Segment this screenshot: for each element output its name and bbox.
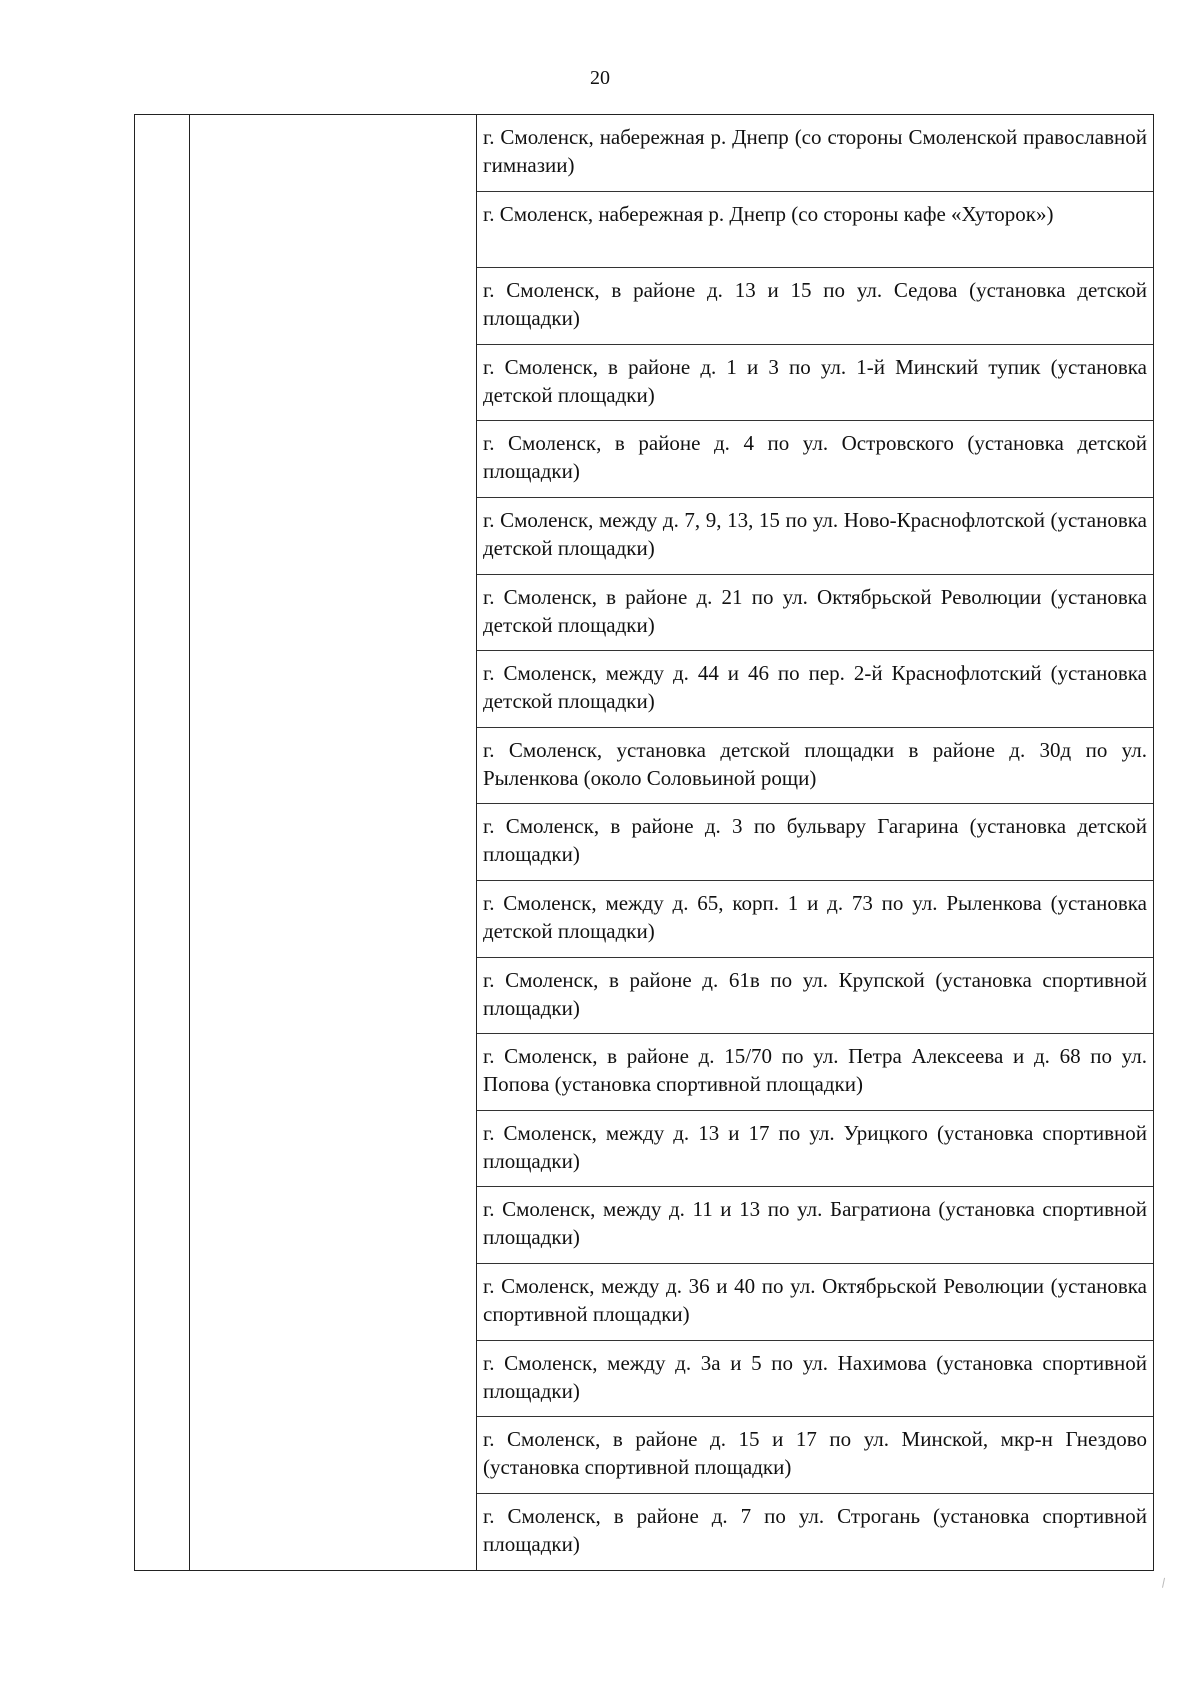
address-row-17: г. Смоленск, между д. 3а и 5 по ул. Нахимова (установка спортивной площадки) <box>477 1341 1153 1418</box>
address-row-12: г. Смоленск, в районе д. 61в по ул. Крупской (установка спортивной площадки) <box>477 958 1153 1035</box>
address-row-10: г. Смоленск, в районе д. 3 по бульвару Гагарина (установка детской площадки) <box>477 804 1153 881</box>
address-row-14: г. Смоленск, между д. 13 и 17 по ул. Урицкого (установка спортивной площадки) <box>477 1111 1153 1188</box>
address-row-5: г. Смоленск, в районе д. 4 по ул. Островского (установка детской площадки) <box>477 421 1153 498</box>
address-row-7: г. Смоленск, в районе д. 21 по ул. Октябрьской Революции (установка детской площадки) <box>477 575 1153 652</box>
address-row-3: г. Смоленск, в районе д. 13 и 15 по ул. Седова (установка детской площадки) <box>477 268 1153 345</box>
address-row-9: г. Смоленск, установка детской площадки в районе д. 30д по ул. Рыленкова (около Соловьиной рощи) <box>477 728 1153 805</box>
address-row-13: г. Смоленск, в районе д. 15/70 по ул. Петра Алексеева и д. 68 по ул. Попова (установка спортивной площадки) <box>477 1034 1153 1111</box>
address-row-1: г. Смоленск, набережная р. Днепр (со стороны Смоленской православной гимназии) <box>477 115 1153 192</box>
address-row-8: г. Смоленск, между д. 44 и 46 по пер. 2-й Краснофлотский (установка детской площадки) <box>477 651 1153 728</box>
address-row-4: г. Смоленск, в районе д. 1 и 3 по ул. 1-й Минский тупик (установка детской площадки) <box>477 345 1153 422</box>
number-column <box>135 115 190 1570</box>
page-number: 20 <box>590 67 610 89</box>
address-row-6: г. Смоленск, между д. 7, 9, 13, 15 по ул. Ново-Краснофлотской (установка детской площадки) <box>477 498 1153 575</box>
address-column <box>477 115 1153 1570</box>
address-row-18: г. Смоленск, в районе д. 15 и 17 по ул. Минской, мкр-н Гнездово (установка спортивной площадки) <box>477 1417 1153 1494</box>
name-column <box>190 115 477 1570</box>
scan-artifact <box>1162 1578 1167 1588</box>
address-row-11: г. Смоленск, между д. 65, корп. 1 и д. 73 по ул. Рыленкова (установка детской площадки) <box>477 881 1153 958</box>
address-row-16: г. Смоленск, между д. 36 и 40 по ул. Октябрьской Революции (установка спортивной площадки) <box>477 1264 1153 1341</box>
address-row-2: г. Смоленск, набережная р. Днепр (со стороны кафе «Хуторок») <box>477 192 1153 269</box>
address-row-19: г. Смоленск, в районе д. 7 по ул. Строгань (установка спортивной площадки) <box>483 1503 1147 1556</box>
address-table <box>134 114 1154 1571</box>
address-row-15: г. Смоленск, между д. 11 и 13 по ул. Багратиона (установка спортивной площадки) <box>477 1187 1153 1264</box>
